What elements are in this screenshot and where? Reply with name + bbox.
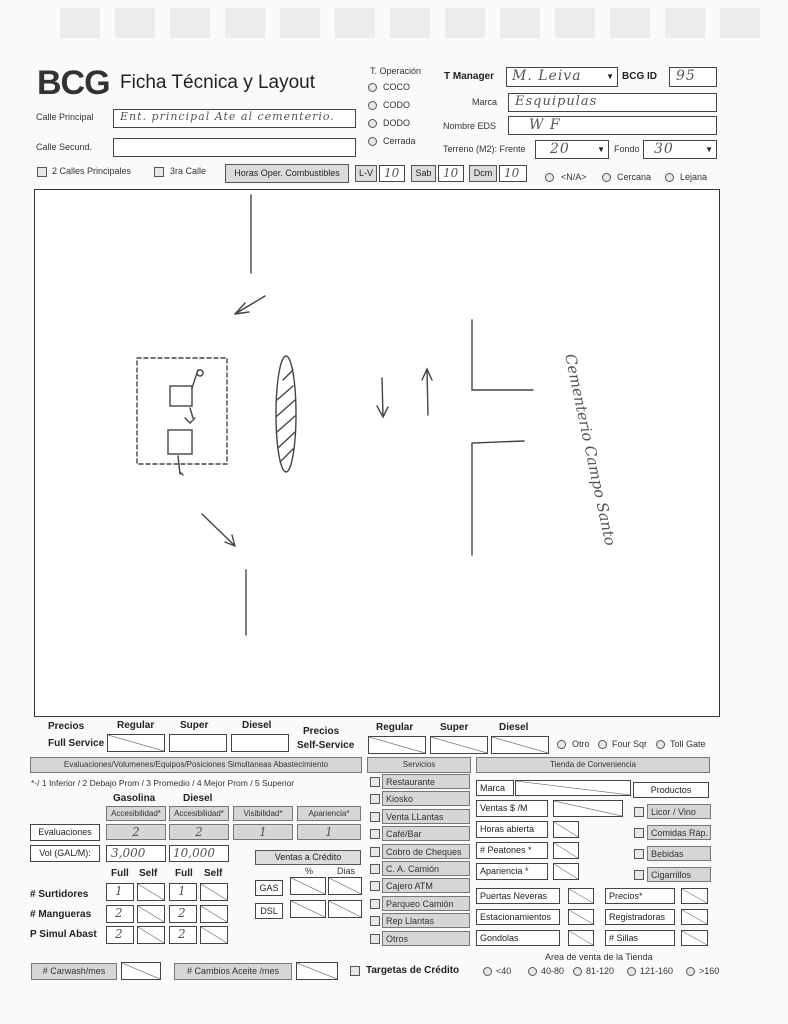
producto-label: Licor / Vino	[647, 804, 711, 819]
chevron-down-icon[interactable]: ▼	[705, 145, 713, 154]
apariencia-field[interactable]	[553, 863, 579, 880]
tienda-header: Tienda de Conveniencia	[476, 757, 710, 773]
mangueras-self-gas[interactable]	[137, 905, 165, 923]
self-label-a: Self	[139, 868, 158, 879]
frente-value: 20	[550, 141, 570, 157]
radio-coco[interactable]	[368, 83, 377, 92]
tienda-marca-label: Marca	[476, 780, 514, 796]
registradoras-label: Registradoras	[605, 909, 675, 925]
eval-value: 1	[259, 825, 267, 839]
surtidores-self-dsl[interactable]	[200, 883, 228, 901]
eval-visibilidad[interactable]	[233, 824, 293, 840]
simul-self-dsl[interactable]	[200, 926, 228, 944]
carwash-field[interactable]	[121, 962, 161, 980]
radio-na-label: <N/A>	[561, 172, 587, 182]
col-super: Super	[180, 720, 209, 731]
producto-checkbox[interactable]	[634, 849, 644, 859]
carwash-button[interactable]: # Carwash/mes	[31, 963, 117, 980]
servicio-label: Café/Bar	[382, 826, 470, 841]
scan-bleed	[60, 8, 760, 38]
servicio-label: Parqueo Camión	[382, 896, 470, 911]
radio-otro-label: Otro	[572, 739, 590, 749]
layout-sketch-area[interactable]	[34, 189, 720, 717]
tarjetas-label: Targetas de Crédito	[366, 965, 460, 976]
estacionamientos-field[interactable]	[568, 909, 594, 925]
full-label-a: Full	[111, 868, 129, 879]
t-manager-value: M. Leiva	[512, 68, 582, 84]
servicio-checkbox[interactable]	[370, 777, 380, 787]
sab-value: 10	[443, 166, 459, 180]
self-diesel-field[interactable]	[491, 736, 549, 754]
radio-na[interactable]	[545, 173, 554, 182]
simul-full-dsl[interactable]	[169, 926, 197, 944]
dom-label: Dcm	[469, 165, 497, 182]
eval-apariencia[interactable]	[297, 824, 361, 840]
bcg-logo: BCG	[37, 64, 110, 102]
eval-accesibilidad-dsl[interactable]	[169, 824, 229, 840]
productos-label: Productos	[633, 782, 709, 798]
horas-oper-button[interactable]: Horas Oper. Combustibles	[225, 164, 349, 183]
precios-self-label-2: Self-Service	[297, 740, 355, 751]
servicio-checkbox[interactable]	[370, 881, 380, 891]
col-regular-self: Regular	[376, 722, 414, 733]
nombre-eds-field[interactable]	[508, 116, 717, 135]
full-super-field[interactable]	[169, 734, 227, 752]
ventas-credito-button[interactable]: Ventas a Crédito	[255, 850, 361, 865]
sillas-label: # Sillas	[605, 930, 675, 946]
scale-legend: *-/ 1 Inferior / 2 Debajo Prom / 3 Promedio / 4 Mejor Prom / 5 Superior	[31, 778, 295, 788]
gas-label: GAS	[255, 880, 283, 896]
sab-field[interactable]	[438, 165, 464, 182]
tarjetas-checkbox[interactable]	[350, 966, 360, 976]
radio-codo[interactable]	[368, 101, 377, 110]
t-operacion-label: T. Operación	[370, 66, 422, 76]
surtidores-value: 1	[115, 884, 123, 898]
precios-tienda-field[interactable]	[681, 888, 708, 904]
servicio-label: Cajero ATM	[382, 878, 470, 893]
eval-value: 2	[132, 825, 140, 839]
servicio-label: Cobro de Cheques	[382, 844, 470, 859]
registradoras-field[interactable]	[681, 909, 708, 925]
nombre-eds-label: Nombre EDS	[443, 121, 497, 131]
radio-cercana-label: Cercana	[617, 172, 652, 182]
area-option-radio[interactable]	[686, 967, 695, 976]
cementerio-label: Cementerio Campo Santo	[561, 352, 620, 548]
dsl-label: DSL	[255, 903, 283, 919]
full-regular-field[interactable]	[107, 734, 165, 752]
radio-coco-label: COCO	[383, 82, 410, 92]
servicio-checkbox[interactable]	[370, 916, 380, 926]
self-regular-field[interactable]	[368, 736, 426, 754]
nombre-eds-value: W F	[529, 117, 561, 133]
servicio-checkbox[interactable]	[370, 812, 380, 822]
col-visibilidad: Visibilidad*	[233, 806, 293, 821]
servicio-checkbox[interactable]	[370, 899, 380, 909]
calle-principal-value: Ent. principal Ate al cementerio.	[120, 110, 335, 123]
area-option-label: 81-120	[586, 966, 615, 976]
vol-label: Vol (GAL/M):	[30, 845, 100, 862]
t-manager-label: T Manager	[444, 71, 495, 82]
sab-label: Sab	[411, 165, 436, 182]
servicio-label: Venta LLantas	[382, 809, 470, 824]
calle-principal-field[interactable]	[113, 109, 356, 128]
mangueras-value: 2	[115, 906, 123, 920]
surtidores-value: 1	[178, 884, 186, 898]
mangueras-full-gas[interactable]	[106, 905, 134, 923]
tercera-calle-label: 3ra Calle	[170, 166, 207, 176]
eval-accesibilidad-gas[interactable]	[106, 824, 166, 840]
marca-label: Marca	[472, 97, 498, 107]
ventas-label: Ventas $ /M	[476, 800, 548, 817]
surtidores-label: # Surtidores	[30, 889, 89, 900]
vol-dsl-value: 10,000	[173, 846, 215, 860]
producto-label: Cigarrillos	[647, 867, 711, 882]
peatones-label: # Peatones *	[476, 842, 548, 859]
area-option-radio[interactable]	[483, 967, 492, 976]
gasolina-label: Gasolina	[113, 793, 156, 804]
radio-toll-gate[interactable]	[656, 740, 665, 749]
area-venta-label: Area de venta de la Tienda	[545, 952, 653, 962]
servicios-header: Servicios	[367, 757, 471, 773]
page-title: Ficha Técnica y Layout	[120, 72, 316, 93]
col-diesel-self: Diesel	[499, 722, 529, 733]
col-super-self: Super	[440, 722, 469, 733]
gondolas-field[interactable]	[568, 930, 594, 946]
calle-principal-label: Calle Principal	[36, 112, 94, 122]
puertas-neveras-label: Puertas Neveras	[476, 888, 560, 904]
radio-dodo[interactable]	[368, 119, 377, 128]
surtidores-self-gas[interactable]	[137, 883, 165, 901]
puertas-neveras-field[interactable]	[568, 888, 594, 904]
horas-abierta-field[interactable]	[553, 821, 579, 838]
layout-sketch	[35, 190, 719, 716]
servicio-label: Rep Llantas	[382, 913, 470, 928]
fondo-select[interactable]	[643, 140, 717, 159]
dias-label: Dias	[337, 866, 356, 876]
peatones-field[interactable]	[553, 842, 579, 859]
area-option-label: 40-80	[541, 966, 565, 976]
simul-value: 2	[178, 927, 186, 941]
servicio-label: Otros	[382, 931, 470, 946]
area-option-label: 121-160	[640, 966, 674, 976]
vol-gas-field[interactable]	[106, 845, 166, 862]
pct-label: %	[305, 866, 314, 876]
servicio-label: C. A. Camión	[382, 861, 470, 876]
credito-dsl-dias[interactable]	[328, 900, 362, 918]
area-option-label: >160	[699, 966, 720, 976]
radio-lejana[interactable]	[665, 173, 674, 182]
surtidores-full-dsl[interactable]	[169, 883, 197, 901]
lv-field[interactable]	[379, 165, 405, 182]
area-option-radio[interactable]	[573, 967, 582, 976]
simul-label: P Simul Abast	[30, 929, 97, 940]
dom-value: 10	[504, 166, 520, 180]
self-super-field[interactable]	[430, 736, 488, 754]
mangueras-full-dsl[interactable]	[169, 905, 197, 923]
precios-full-label-2: Full Service	[48, 738, 105, 749]
frente-select[interactable]	[535, 140, 609, 159]
radio-cerrada-label: Cerrada	[383, 136, 416, 146]
precios-self-label-1: Precios	[303, 726, 340, 737]
col-diesel: Diesel	[242, 720, 272, 731]
tercera-calle-checkbox[interactable]	[154, 167, 164, 177]
chevron-down-icon[interactable]: ▼	[606, 72, 614, 81]
radio-four-sqr-label: Four Sqr	[612, 739, 648, 749]
terreno-label: Terreno (M2): Frente	[443, 144, 526, 154]
fondo-value: 30	[654, 141, 674, 157]
simul-full-gas[interactable]	[106, 926, 134, 944]
lv-value: 10	[384, 166, 400, 180]
producto-checkbox[interactable]	[634, 870, 644, 880]
credito-gas-dias[interactable]	[328, 877, 362, 895]
calle-secund-label: Calle Secund.	[36, 142, 93, 152]
horas-abierta-label: Horas abierta	[476, 821, 548, 838]
lv-label: L-V	[355, 165, 377, 182]
ventas-field[interactable]	[553, 800, 623, 817]
simul-value: 2	[115, 927, 123, 941]
bcg-id-field[interactable]	[669, 67, 717, 87]
servicio-checkbox[interactable]	[370, 864, 380, 874]
diesel-label: Diesel	[183, 793, 213, 804]
evaluaciones-header: Evaluaciones/Volumenes/Equipos/Posiciones Simultaneas Abastecimiento	[30, 757, 362, 773]
radio-four-sqr[interactable]	[598, 740, 607, 749]
col-accesibilidad-gas: Accesibilidad*	[106, 806, 166, 821]
radio-lejana-label: Lejana	[680, 172, 708, 182]
producto-checkbox[interactable]	[634, 828, 644, 838]
full-label-b: Full	[175, 868, 193, 879]
servicio-label: Kiosko	[382, 791, 470, 806]
vol-gas-value: 3,000	[111, 846, 146, 860]
cambios-aceite-button[interactable]: # Cambios Aceite /mes	[174, 963, 292, 980]
estacionamientos-label: Estacionamientos	[476, 909, 560, 925]
area-option-label: <40	[496, 966, 512, 976]
radio-codo-label: CODO	[383, 100, 410, 110]
tienda-marca-field[interactable]	[515, 780, 631, 796]
radio-otro[interactable]	[557, 740, 566, 749]
surtidores-full-gas[interactable]	[106, 883, 134, 901]
t-manager-select[interactable]	[506, 67, 618, 87]
producto-label: Bebidas	[647, 846, 711, 861]
radio-cerrada[interactable]	[368, 137, 377, 146]
servicio-checkbox[interactable]	[370, 794, 380, 804]
fondo-label: Fondo	[614, 144, 640, 154]
marca-field[interactable]	[508, 93, 717, 112]
servicio-checkbox[interactable]	[370, 934, 380, 944]
area-option-radio[interactable]	[528, 967, 537, 976]
gondolas-label: Gondolas	[476, 930, 560, 946]
servicio-checkbox[interactable]	[370, 829, 380, 839]
col-accesibilidad-dsl: Accesibilidad*	[169, 806, 229, 821]
col-regular: Regular	[117, 720, 155, 731]
marca-value: Esquipulas	[515, 94, 598, 109]
evaluaciones-label: Evaluaciones	[30, 824, 100, 841]
area-option-radio[interactable]	[627, 967, 636, 976]
cambios-aceite-field[interactable]	[296, 962, 338, 980]
calle-secund-field[interactable]	[113, 138, 356, 157]
credito-gas-pct[interactable]	[290, 877, 326, 895]
col-apariencia: Apariencia*	[297, 806, 361, 821]
eval-value: 2	[195, 825, 203, 839]
sillas-field[interactable]	[681, 930, 708, 946]
mangueras-value: 2	[178, 906, 186, 920]
calles-principales-checkbox[interactable]	[37, 167, 47, 177]
precios-tienda-label: Precios*	[605, 888, 675, 904]
mangueras-self-dsl[interactable]	[200, 905, 228, 923]
credito-dsl-pct[interactable]	[290, 900, 326, 918]
full-diesel-field[interactable]	[231, 734, 289, 752]
radio-toll-gate-label: Toll Gate	[670, 739, 706, 749]
bcg-id-value: 95	[676, 68, 696, 84]
precios-full-label-1: Precios	[48, 721, 85, 732]
servicio-label: Restaurante	[382, 774, 470, 789]
calles-principales-label: 2 Calles Principales	[52, 166, 132, 176]
radio-dodo-label: DODO	[383, 118, 410, 128]
servicio-checkbox[interactable]	[370, 847, 380, 857]
apariencia-label: Apariencia *	[476, 863, 548, 880]
chevron-down-icon[interactable]: ▼	[597, 145, 605, 154]
eval-value: 1	[325, 825, 333, 839]
simul-self-gas[interactable]	[137, 926, 165, 944]
self-label-b: Self	[204, 868, 223, 879]
vol-dsl-field[interactable]	[169, 845, 229, 862]
dom-field[interactable]	[499, 165, 527, 182]
producto-checkbox[interactable]	[634, 807, 644, 817]
mangueras-label: # Mangueras	[30, 909, 92, 920]
producto-label: Comidas Ráp.	[647, 825, 711, 840]
bcg-id-label: BCG ID	[622, 71, 657, 82]
radio-cercana[interactable]	[602, 173, 611, 182]
